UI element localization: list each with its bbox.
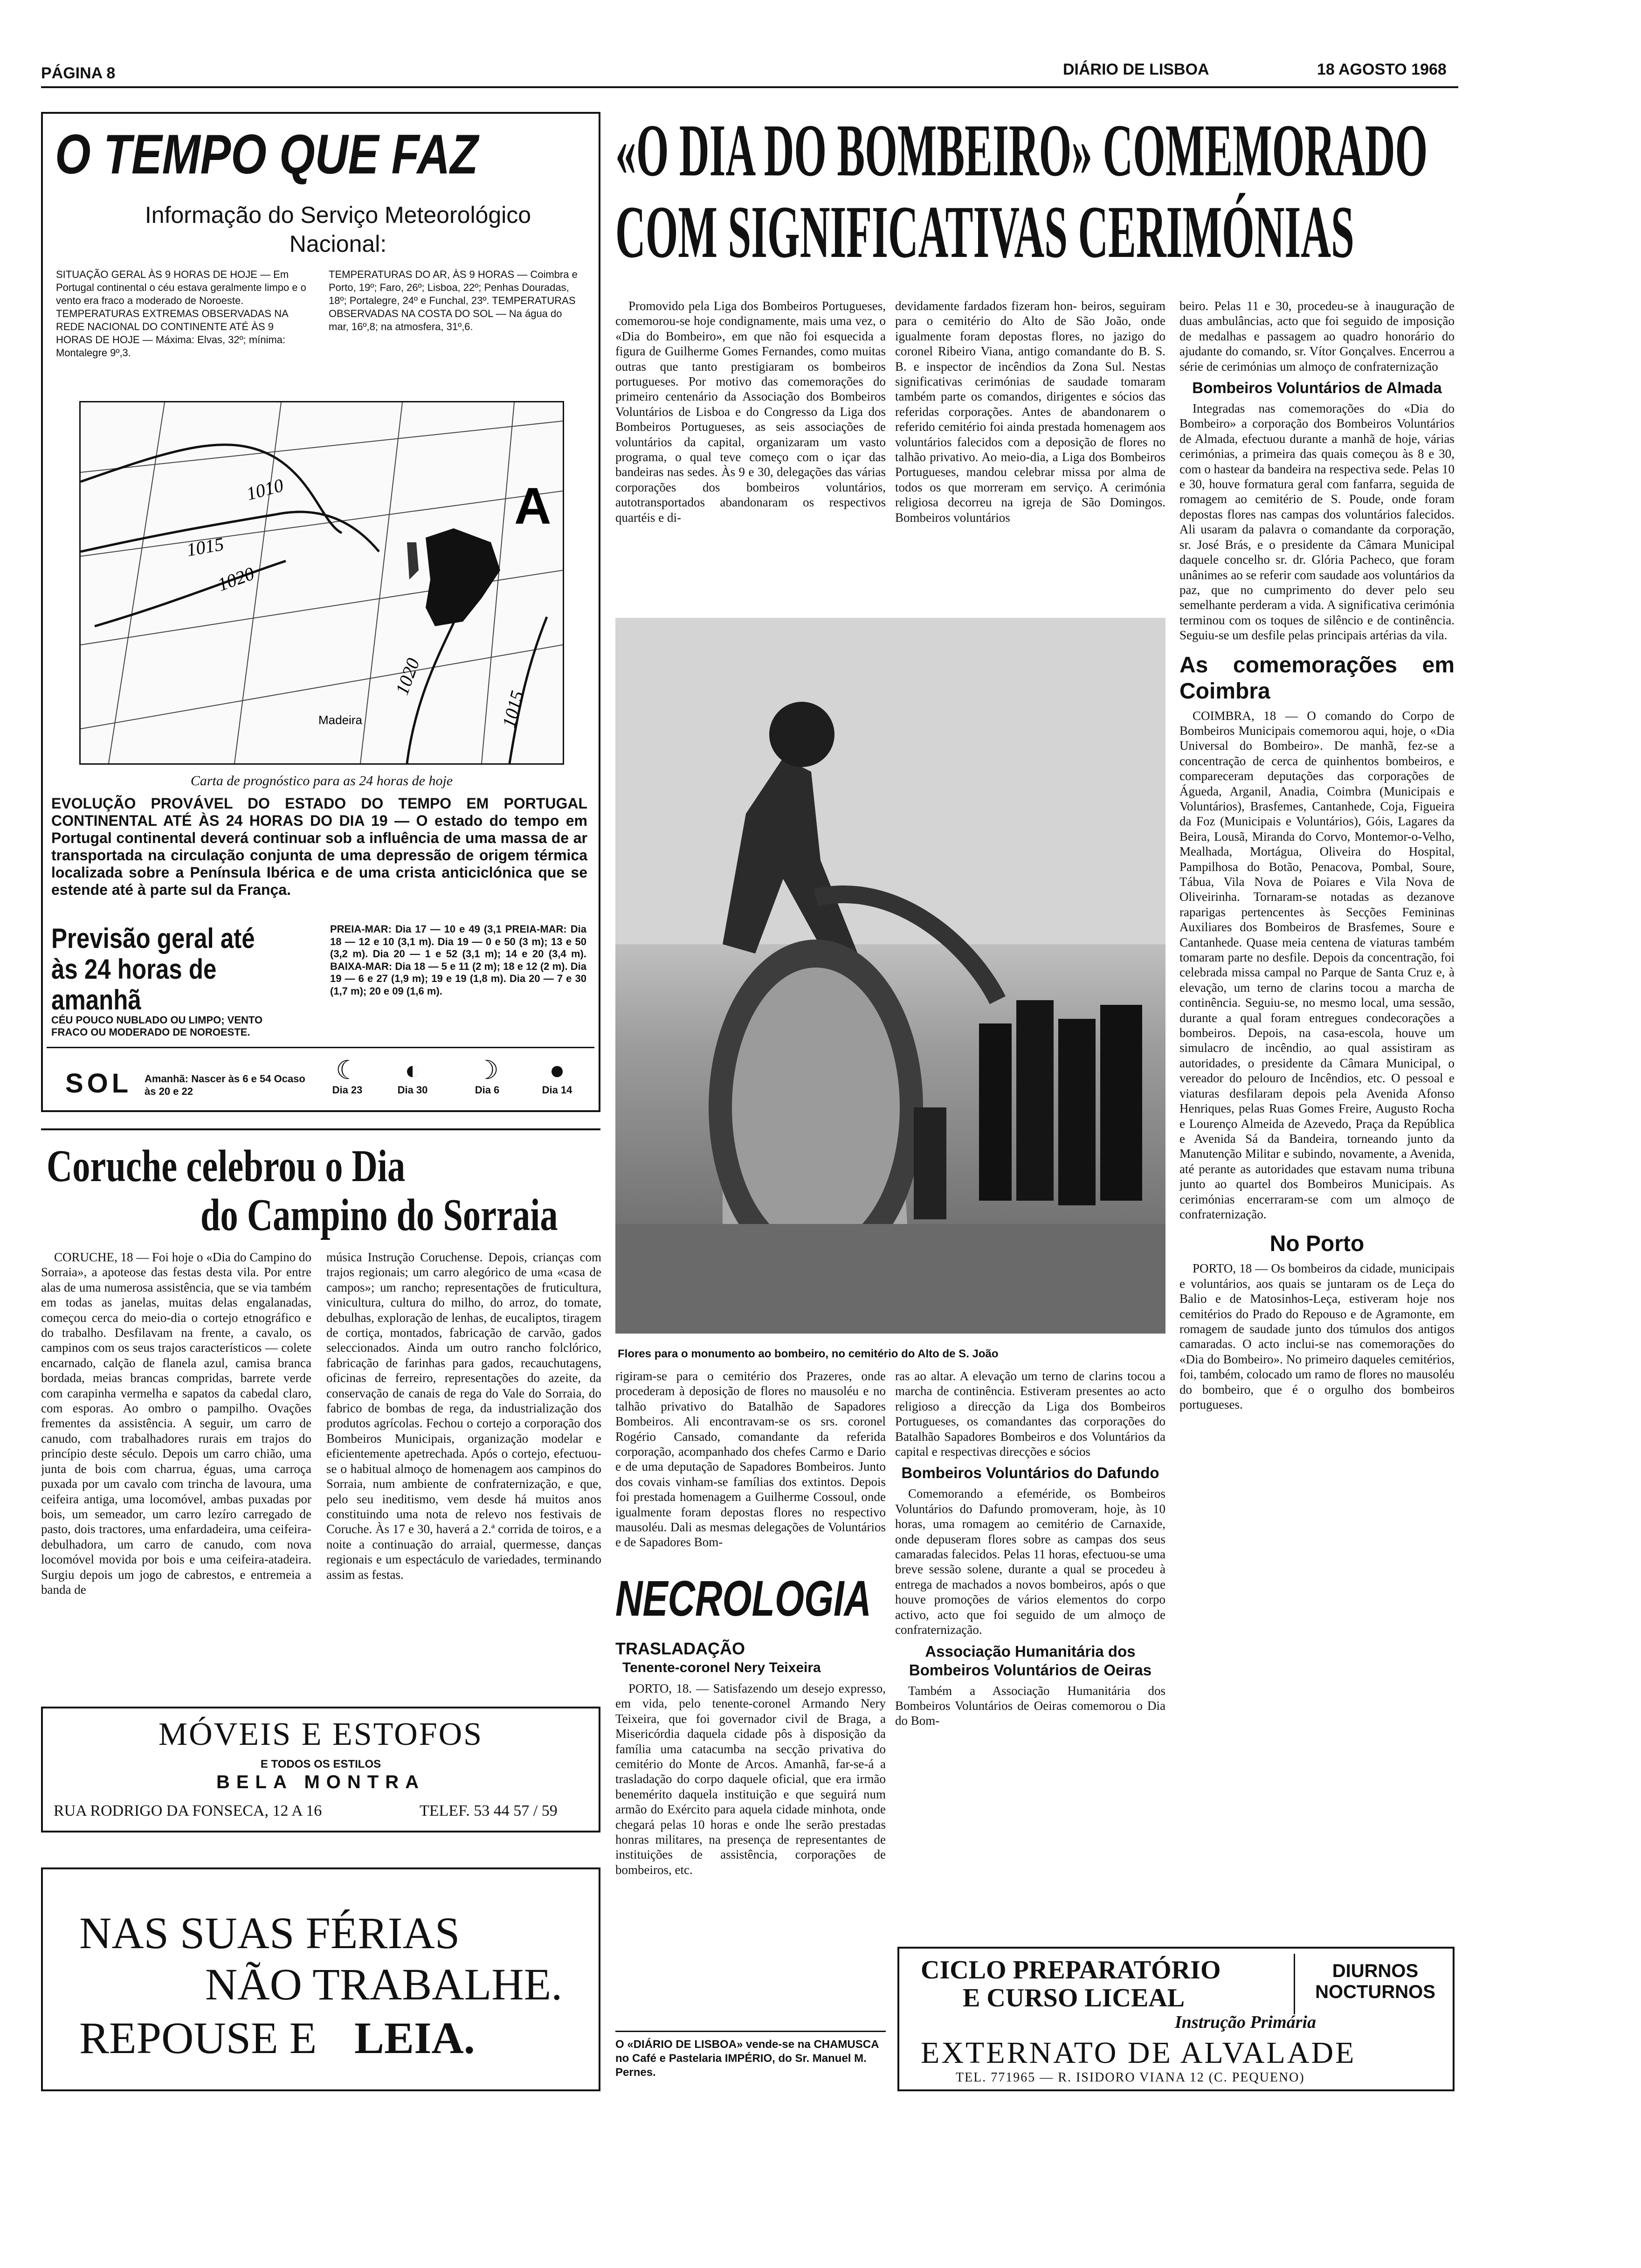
- ad-externato-line-1: CICLO PREPARATÓRIO: [921, 1956, 1221, 1984]
- ad-externato-divider: [1294, 1954, 1295, 2014]
- moon-phase: ☾ Dia 23: [326, 1056, 368, 1096]
- coimbra-heading: As comemorações em Coimbra: [1179, 652, 1455, 704]
- ad-moveis-brand: BELA MONTRA: [216, 1772, 426, 1792]
- coruche-column-1: CORUCHE, 18 — Foi hoje o «Dia do Campino do Sorraia», a apoteose das festas desta vila. Por entre alas de uma numerosa assistência, que se via também em todas as janelas, muitas delas engalanadas, começou cerca do meio-dia o cortejo etnográfico e do trabalho. Desfilavam na frente, a cavalo, os campinos com os seus trajos característicos — colete encarnado, calção de flanela azul, camisa branca bordada, meias brancas compridas, barrete verde com carapinha vermelha e sapatos da cabedal claro, com esporas. Ao ombro o pampilho. Ovações frementes da assistência. A seguir, um carro de canudo, com trabalhadores rurais em trajos do princípio deste século. Depois um carro chião, uma junta de bois com charrua, éguas, uma carroça puxada por um cavalo com trincha de lavoura, uma ceifeira antiga, uma locomóvel, ambas puxadas por bois, um semeador, um carro lezíro carregado de pasto, dois tractores, uma enfardadeira, uma ceifeira-debulhadora, um carro de canudo, com nova locomóvel movida por bois e uma ceifeira-atadeira. Surgiu depois um jogo de cabrestos, e entremeia a banda de: [41, 1250, 311, 1597]
- ad-externato-diurnos: DIURNOS: [1332, 1961, 1419, 1981]
- necrologia-text: PORTO, 18. — Satisfazendo um desejo expresso, em vida, pelo tenente-coronel Armando Nery Teixeira, que foi governador civil de Braga, a Misericórdia daquela cidade pôs à disposição da família uma catacumba na secção privativa do cemitério do Monte de Arcos. Amanhã, far-se-á a trasladação do corpo daquele oficial, que era irmão benemérito daquela instituição e que seguirá num armão do Exército para aquela cidade minhota, onde chegará pelas 10 horas e onde lhe serão prestadas honras militares, na presença de representantes de instituições de assistência, corporações de bombeiros, etc.: [615, 1681, 886, 1877]
- isobar-label: 1015: [185, 533, 226, 560]
- bombeiro-headline-1: «O DIA DO BOMBEIRO» COMEMORADO: [615, 109, 1428, 192]
- ad-ferias-line-3: REPOUSE E: [79, 2013, 317, 2063]
- tides-text: PREIA-MAR: Dia 17 — 10 e 49 (3,1 PREIA-MAR: Dia 18 — 12 e 10 (3,1 m). Dia 19 — 0 e 50 (3 m); 13 e 50 (3,2 m). Dia 20 — 1 e 52 (3,1 m); 14 e 20 (3,4 m). BAIXA-MAR: Dia 18 — 5 e 11 (2 m); 18 e 12 (2 m). Dia 19 — 6 e 27 (1,9 m); 19 e 19 (1,8 m). Dia 20 — 7 e 30 (1,7 m); 20 e 09 (1,6 m).: [330, 923, 586, 997]
- ad-moveis-title: MÓVEIS E ESTOFOS: [158, 1716, 483, 1752]
- forecast-map: [79, 401, 564, 765]
- isobar-label: 1010: [244, 474, 286, 505]
- header-rule: [41, 86, 1458, 88]
- bombeiro-column-1: Promovido pela Liga dos Bombeiros Portugueses, comemorou-se hoje condignamente, mais uma vez, o «Dia do Bombeiro», em que não foi esquecida a figura de Guilherme Gomes Fernandes, como muitas outras que tanto prestigiaram os bombeiros portugueses. Por motivo das comemorações do primeiro centenário da Associação dos Bombeiros Voluntários de Lisboa e do Congresso da Liga dos Bombeiros Portugueses, as seis associações de voluntários da capital, organizaram um vasto programa, o qual teve começo com o içar das bandeiras nas sedes. Às 9 e 30, delegações das várias corporações dos bombeiros voluntários, autotransportados abandonaram os respectivos quartéis e di-: [615, 299, 886, 525]
- photo-caption: Flores para o monumento ao bombeiro, no cemitério do Alto de S. João: [618, 1348, 999, 1360]
- necrologia-rule: [615, 2031, 886, 2032]
- moon-phase: ◐ Dia 30: [392, 1056, 434, 1096]
- ad-moveis-phone: TELEF. 53 44 57 / 59: [420, 1802, 558, 1819]
- necrologia-title: NECROLOGIA: [615, 1570, 872, 1626]
- ad-moveis-address: RUA RODRIGO DA FONSECA, 12 A 16: [54, 1802, 322, 1819]
- oeiras-heading: Associação Humanitária dos Bombeiros Voluntários de Oeiras: [909, 1642, 1152, 1679]
- madeira-label: Madeira: [318, 713, 362, 727]
- newspaper-name: DIÁRIO DE LISBOA: [1063, 61, 1209, 78]
- vendor-note: O «DIÁRIO DE LISBOA» vende-se na CHAMUSCA no Café e Pastelaria IMPÉRIO, do Sr. Manuel M. Pernes.: [615, 2038, 879, 2079]
- ad-externato-nocturnos: NOCTURNOS: [1315, 1982, 1435, 2002]
- monument-photo: [615, 618, 1165, 1334]
- almada-heading: Bombeiros Voluntários de Almada: [1192, 379, 1442, 397]
- porto-heading: No Porto: [1269, 1231, 1365, 1257]
- necrologia-name: Tenente-coronel Nery Teixeira: [622, 1660, 821, 1675]
- isobar-label: 1015: [498, 688, 528, 730]
- isobar-label: 1020: [391, 655, 424, 698]
- bombeiro-column-2: devidamente fardados fizeram hon- beiros, seguiram para o cemitério do Alto de São João, onde igualmente foram depostas flores, no jazigo do coronel Ribeiro Viana, antigo comandante do B. S. B. e inspector de incêndios da Zona Sul. Nestas significativas cerimónias de saudade tomaram também parte os comandos, dirigentes e sócios das referidas corporações. Antes de abandonarem o referido cemitério foi ainda prestada homenagem aos voluntários falecidos com a deposição de flores no talhão privativo. Ao meio-dia, a Liga dos Bombeiros Portugueses, mandou celebrar missa por alma de todos os que morreram em serviço. A cerimónia religiosa decorreu na igreja de São Domingos. Bombeiros voluntários: [895, 299, 1165, 525]
- weather-title: O TEMPO QUE FAZ: [55, 123, 478, 186]
- forecast-text: CÉU POUCO NUBLADO OU LIMPO; VENTO FRACO OU MODERADO DE NOROESTE.: [51, 1014, 263, 1038]
- forecast-title: Previsão geral até às 24 horas de amanhã: [51, 923, 255, 1016]
- moon-icon: ☾: [335, 1055, 359, 1085]
- weather-evolution: EVOLUÇÃO PROVÁVEL DO ESTADO DO TEMPO EM PORTUGAL CONTINENTAL ATÉ ÀS 24 HORAS DO DIA 19 — O estado do tempo em Portugal continental deverá continuar sob a influência de uma massa de ar transportada na circulação conjunta de uma depressão de origem térmica localizada sobre a Península Ibérica e de uma crista anticiclónica que se estende até à parte sul da França.: [51, 795, 587, 898]
- ad-externato-primaria: Instrução Primária: [1175, 2012, 1317, 2032]
- ad-ferias-line-1: NAS SUAS FÉRIAS: [79, 1908, 460, 1958]
- coruche-column-2: música Instrução Coruchense. Depois, crianças com trajos regionais; um carro alegórico de uma «casa de campos»; um rancho; representações de fruticultura, vinicultura, cultura do milho, do arroz, do tomate, debulhas, exploração de lenhas, de eucaliptos, tiragem de cortiça, montados, fabricação de carvão, gados seleccionados. Ainda um outro rancho folclórico, fabricação de farinhas para gados, recauchutagens, oficinas de ferreiro, representações do azeite, da conservação de canais de rega do Vale do Sorraia, do fabrico de bombas de rega, da industrialização dos produtos agrícolas. Fechou o cortejo a corporação dos Bombeiros Municipais, organização modelar e eficientemente apetrechada. Após o cortejo, efectuou-se o habitual almoço de homenagem aos campinos do Sorraia, num ambiente de confraternização, e que, pelo seu ineditismo, vem desde há muitos anos constituindo uma nota de relevo nos festivais de Coruche. Às 17 e 30, haverá a 2.ª corrida de toiros, e a noite a continuação do arraial, quermesse, danças regionais e um espectáculo de variedades, terminando assim as festas.: [326, 1250, 601, 1582]
- bombeiro-right-column: beiro. Pelas 11 e 30, procedeu-se à inauguração de duas ambulâncias, acto que foi seguido de imposição de medalhas e passagem ao quadro honorário do ajudante do comando, sr. Vítor Gonçalves. Encerrou a série de cerimónias um almoço de confraternização Bombeiros Voluntários de Almada Integradas nas comemorações do «Dia do Bombeiro» a corporação dos Bombeiros Voluntários de Almada, efectuou durante a manhã de hoje, várias cerimónias, a primeira das quais começou às 8 e 30, com o hastear da bandeira na respectiva sede. Pelas 10 e 30, houve formatura geral com fanfarra, seguida de romagem ao cemitério de S. Poude, onde foram depostas flores nas campas dos voluntários falecidos. Ali usaram da palavra o comandante da corporação, sr. José Brás, e o presidente da Câmara Municipal daquele concelho sr. dr. Glória Pacheco, que foram unânimes ao se referir com saudade aos voluntários da paz, que no cumprimento do dever pelo seu semelhante perderam a vida. A significativa cerimónia terminou com os toques de silêncio e de continência. Seguiu-se um desfile pelas principais artérias da vila. As comemorações em Coimbra COIMBRA, 18 — O comando do Corpo de Bombeiros Municipais comemorou aqui, hoje, o «Dia Universal do Bombeiro». De manhã, fez-se a concentração de cerca de quinhentos bombeiros, e compareceram deputações das corporações de Águeda, Arganil, Anadia, Coimbra (Municipais e Voluntários), Brasfemes, Cantanhede, Coja, Figueira da Foz (Municipais e Voluntários), Góis, Lagares da Beira, Lousã, Miranda do Corvo, Montemor-o-Velho, Mealhada, Mortágua, Oliveira do Hospital, Pampilhosa do Botão, Penacova, Pombal, Soure, Tábua, Vila Nova de Poiares e Vila Nova de Oliveirinha. Tornaram-se notadas as dezanove raparigas pertencentes às Secções Femininas Auxiliares dos Bombeiros de Brasfemes, Soure e Cantanhede. Quase meia centena de viaturas também tomaram parte no desfile. Depois da concentração, foi celebrada missa campal no Parque de Santa Cruz e, à elevação, um terno de clarins tocou a marcha de continência. Seguiu-se, no mesmo local, uma sessão, durante a qual foram entregues condecorações a bombeiros. Depois, na casa-escola, houve um simulacro de incêndio, ao qual assistiram as autoridades, o presidente da Câmara Municipal, o vereador do pelouro de Incêndios, etc. O pessoal e viaturas desfilaram depois pela Avenida Afonso Henriques, pelas Ruas Gomes Freire, Augusto Rocha e Lourenço Almeida de Azevedo, Praça da República e Avenida Sá da Bandeira, torneando junto da Manutenção Militar e subindo, novamente, a Avenida, até perante as autoridades que estavam numa tribuna junto ao quartel dos Bombeiros Municipais. As cerimónias encerraram-se com um almoço de confraternização. No Porto PORTO, 18 — Os bombeiros da cidade, municipais e voluntários, aos quais se juntaram os de Leça do Balio e de Matosinhos-Leça, estiveram hoje nos cemitérios do Prado do Repouso e de Agramonte, em romagem de saudade junto dos túmulos dos antigos camaradas. O acto inclui-se nas comemorações do «Dia do Bombeiro». No primeiro daqueles cemitérios, foi, também, colocado um ramo de flores no mausoléu do bombeiro, que é o orgulho dos bombeiros portugueses.: [1179, 299, 1455, 1411]
- sun-rule: [47, 1047, 594, 1048]
- dafundo-heading: Bombeiros Voluntários do Dafundo: [901, 1464, 1159, 1482]
- weather-temperatures: TEMPERATURAS DO AR, ÀS 9 HORAS — Coimbra e Porto, 19º; Faro, 26º; Lisboa, 22º; Penhas Douradas, 18º; Portalegre, 24º e Funchal, 23º. TEMPERATURAS OBSERVADAS NA COSTA DO SOL — Na água do mar, 16º,8; na atmosfera, 31º,6.: [329, 269, 578, 332]
- moon-icon: ◐: [405, 1055, 421, 1085]
- high-pressure-label: A: [514, 477, 552, 535]
- coruche-headline-2: do Campino do Sorraia: [200, 1190, 558, 1240]
- ad-externato-address: TEL. 771965 — R. ISIDORO VIANA 12 (C. PEQUENO): [956, 2070, 1305, 2085]
- moon-icon: ●: [549, 1055, 565, 1085]
- ad-ferias-line-4: LEIA.: [354, 2013, 475, 2063]
- sun-times: Amanhã: Nascer às 6 e 54 Ocaso às 20 e 22: [145, 1073, 305, 1097]
- bombeiro-lower-column-2: ras ao altar. A elevação um terno de clarins tocou a marcha de continência. Estiveram presentes ao acto religioso a direcção da Liga dos Bombeiros Portugueses, os comandantes das corporações do Batalhão Sapadores Bombeiros e dos Voluntários da capital e respectivas direcções e sócios Bombeiros Voluntários do Dafundo Comemorando a efeméride, os Bombeiros Voluntários do Dafundo promoveram, hoje, às 10 horas, uma romagem ao cemitério de Carnaxide, onde depuseram flores sobre as campas dos seus camaradas falecidos. Pelas 11 horas, efectuou-se uma breve sessão solene, durante a qual se procedeu à entrega de machados a novos bombeiros, após o que houve promoções de vários elementos do corpo activo, acto que foi seguido de um almoço de confraternização. Associação Humanitária dos Bombeiros Voluntários de Oeiras Também a Associação Humanitária dos Bombeiros Voluntários de Oeiras comemorou o Dia do Bom-: [895, 1369, 1165, 1728]
- map-caption: Carta de prognóstico para as 24 horas de hoje: [190, 773, 453, 788]
- ad-moveis-subtitle: E TODOS OS ESTILOS: [260, 1758, 381, 1770]
- isobar-label: 1020: [214, 562, 257, 595]
- issue-date: 18 AGOSTO 1968: [1317, 61, 1447, 78]
- bombeiro-lower-column-1: rigiram-se para o cemitério dos Prazeres, onde procederam à deposição de flores no mausoléu e no talhão privativo do Batalhão de Sapadores Bombeiros. Ali encontravam-se os srs. coronel Rogério Cansado, comandante da referida corporação, acompanhado dos chefes Carmo e Dario e de uma deputação de Sapadores Bombeiros. Junto dos covais vinham-se famílias dos extintos. Depois foi prestada homenagem a Guilherme Cossoul, onde igualmente foram depostas flores no respectivo mausoléu. Dali as mesmas delegações de Voluntários e de Sapadores Bom-: [615, 1369, 886, 1549]
- moon-phase: ● Dia 14: [536, 1056, 578, 1096]
- moon-icon: ☽: [475, 1055, 499, 1085]
- weather-subtitle: Informação do Serviço Meteorológico Nacional:: [145, 202, 531, 257]
- coruche-headline-1: Coruche celebrou o Dia: [47, 1141, 406, 1191]
- ad-externato-name: EXTERNATO DE ALVALADE: [921, 2036, 1356, 2070]
- weather-situation: SITUAÇÃO GERAL ÀS 9 HORAS DE HOJE — Em Portugal continental o céu estava geralmente limpo e o vento era fraco a moderado de Noroeste. TEMPERATURAS EXTREMAS OBSERVADAS NA REDE NACIONAL DO CONTINENTE ATÉ ÀS 9 HORAS DE HOJE — Máxima: Elvas, 32º; mínima: Montalegre 9º,3.: [56, 269, 306, 359]
- ad-ferias-line-2: NÃO TRABALHE.: [205, 1959, 563, 2009]
- page-number: PÁGINA 8: [41, 64, 116, 82]
- sun-label: SOL: [65, 1068, 132, 1099]
- coruche-rule: [41, 1128, 600, 1130]
- moon-phase: ☽ Dia 6: [466, 1056, 508, 1096]
- bombeiro-headline-2: COM SIGNIFICATIVAS CERIMÓNIAS: [615, 190, 1354, 273]
- necrologia-subtitle: TRASLADAÇÃO: [615, 1639, 745, 1658]
- ad-externato-line-2: E CURSO LICEAL: [963, 1984, 1185, 2012]
